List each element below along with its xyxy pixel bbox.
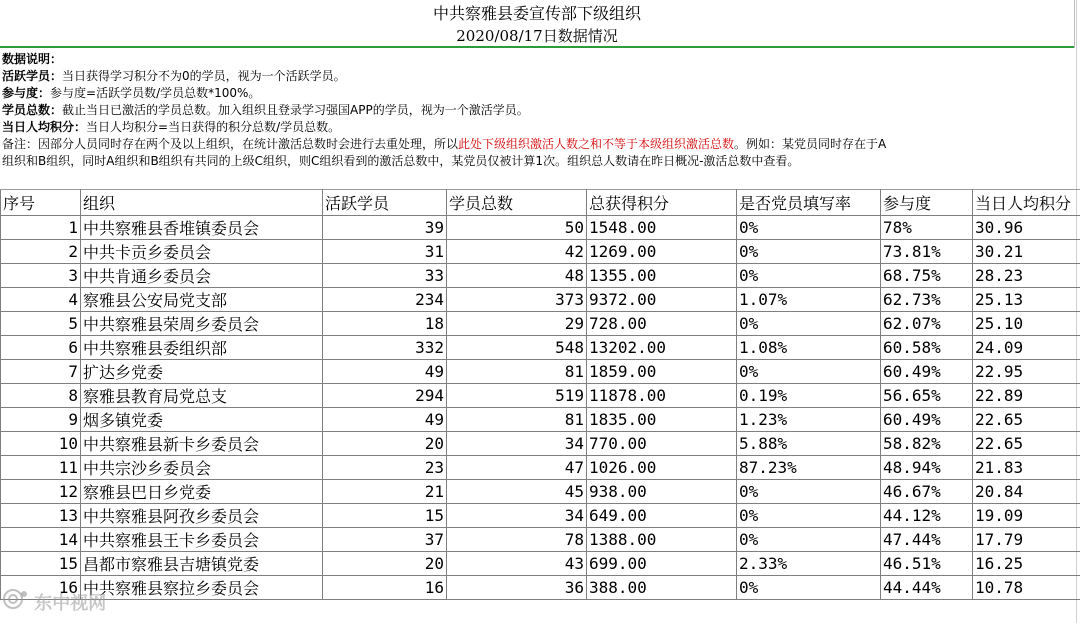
row-org-name[interactable]: 中共肯通乡委员会 xyxy=(81,264,323,288)
row-participation[interactable]: 60.58% xyxy=(881,336,973,360)
row-active[interactable]: 18 xyxy=(323,312,447,336)
row-points[interactable]: 770.00 xyxy=(587,432,737,456)
row-org-name[interactable]: 察雅县公安局党支部 xyxy=(81,288,323,312)
data-notes xyxy=(2,51,1074,170)
row-avg-points[interactable]: 30.21 xyxy=(973,240,1080,264)
row-org-name[interactable]: 察雅县教育局党总支 xyxy=(81,384,323,408)
row-org-name[interactable]: 中共察雅县荣周乡委员会 xyxy=(81,312,323,336)
row-total[interactable]: 47 xyxy=(447,456,587,480)
col-header-org[interactable]: 组织 xyxy=(81,190,323,216)
table-row xyxy=(1,288,1080,312)
row-total[interactable]: 548 xyxy=(447,336,587,360)
row-points[interactable]: 1388.00 xyxy=(587,528,737,552)
row-index[interactable]: 3 xyxy=(1,264,81,288)
row-index[interactable]: 4 xyxy=(1,288,81,312)
row-member-fill-rate[interactable]: 0% xyxy=(737,240,881,264)
row-participation[interactable]: 56.65% xyxy=(881,384,973,408)
row-points[interactable]: 9372.00 xyxy=(587,288,737,312)
note-remark-post: 。例如：某党员同时存在于A xyxy=(734,137,887,151)
row-total[interactable]: 36 xyxy=(447,576,587,600)
row-avg-points[interactable]: 30.96 xyxy=(973,216,1080,240)
row-org-name[interactable]: 中共察雅县察拉乡委员会 xyxy=(81,576,323,600)
row-active[interactable]: 49 xyxy=(323,360,447,384)
row-avg-points[interactable]: 25.10 xyxy=(973,312,1080,336)
row-points[interactable]: 728.00 xyxy=(587,312,737,336)
row-points[interactable]: 11878.00 xyxy=(587,384,737,408)
row-points[interactable]: 649.00 xyxy=(587,504,737,528)
row-org-name[interactable]: 昌都市察雅县吉塘镇党委 xyxy=(81,552,323,576)
row-points[interactable]: 699.00 xyxy=(587,552,737,576)
row-index[interactable]: 5 xyxy=(1,312,81,336)
row-total[interactable]: 78 xyxy=(447,528,587,552)
row-avg-points[interactable]: 22.65 xyxy=(973,432,1080,456)
row-points[interactable]: 1859.00 xyxy=(587,360,737,384)
note-active-text: 当日获得学习积分不为0的学员，视为一个活跃学员。 xyxy=(62,69,346,83)
row-org-name[interactable]: 中共察雅县委组织部 xyxy=(81,336,323,360)
row-index[interactable]: 12 xyxy=(1,480,81,504)
table-row xyxy=(1,576,1080,600)
row-avg-points[interactable]: 22.89 xyxy=(973,384,1080,408)
note-avg xyxy=(2,119,1074,136)
table-row xyxy=(1,360,1080,384)
row-org-name[interactable]: 扩达乡党委 xyxy=(81,360,323,384)
row-member-fill-rate[interactable]: 87.23% xyxy=(737,456,881,480)
table-row xyxy=(1,240,1080,264)
row-avg-points[interactable]: 28.23 xyxy=(973,264,1080,288)
report-subtitle: 2020/08/17日数据情况 xyxy=(456,27,618,45)
row-index[interactable]: 15 xyxy=(1,552,81,576)
row-total[interactable]: 42 xyxy=(447,240,587,264)
org-data-table xyxy=(0,189,1080,600)
col-header-active[interactable]: 活跃学员 xyxy=(323,190,447,216)
row-index[interactable]: 16 xyxy=(1,576,81,600)
report-title: 中共察雅县委宣传部下级组织 xyxy=(432,4,641,23)
row-active[interactable]: 21 xyxy=(323,480,447,504)
note-remark-line2: 组织和B组织，同时A组织和B组织有共同的上级C组织，则C组织看到的激活总数中，某党员仅被计算1次。组织总人数请在昨日概况-激活总数中查看。 xyxy=(2,154,800,168)
row-member-fill-rate[interactable]: 0% xyxy=(737,504,881,528)
table-row xyxy=(1,216,1080,240)
row-member-fill-rate[interactable]: 1.08% xyxy=(737,336,881,360)
row-avg-points[interactable]: 24.09 xyxy=(973,336,1080,360)
row-participation[interactable]: 73.81% xyxy=(881,240,973,264)
row-participation[interactable]: 48.94% xyxy=(881,456,973,480)
row-points[interactable]: 1835.00 xyxy=(587,408,737,432)
note-remark-highlight: 此处下级组织激活人数之和不等于本级组织激活总数 xyxy=(458,137,735,151)
row-org-name[interactable]: 中共察雅县新卡乡委员会 xyxy=(81,432,323,456)
note-total-label: 学员总数： xyxy=(2,103,63,117)
row-member-fill-rate[interactable]: 0% xyxy=(737,216,881,240)
row-org-name[interactable]: 中共宗沙乡委员会 xyxy=(81,456,323,480)
col-header-total[interactable]: 学员总数 xyxy=(447,190,587,216)
table-row xyxy=(1,456,1080,480)
row-active[interactable]: 294 xyxy=(323,384,447,408)
row-member-fill-rate[interactable]: 0% xyxy=(737,528,881,552)
row-active[interactable]: 20 xyxy=(323,432,447,456)
row-total[interactable]: 373 xyxy=(447,288,587,312)
note-active xyxy=(2,68,1074,85)
row-active[interactable]: 332 xyxy=(323,336,447,360)
note-participation xyxy=(2,85,1074,102)
row-member-fill-rate[interactable]: 0% xyxy=(737,480,881,504)
row-org-name[interactable]: 中共察雅县阿孜乡委员会 xyxy=(81,504,323,528)
row-avg-points[interactable]: 25.13 xyxy=(973,288,1080,312)
row-participation[interactable]: 46.51% xyxy=(881,552,973,576)
row-avg-points[interactable]: 20.84 xyxy=(973,480,1080,504)
table-header-row xyxy=(1,190,1080,216)
row-avg-points[interactable]: 19.09 xyxy=(973,504,1080,528)
row-index[interactable]: 6 xyxy=(1,336,81,360)
row-member-fill-rate[interactable]: 1.23% xyxy=(737,408,881,432)
table-row xyxy=(1,408,1080,432)
col-header-participation[interactable]: 参与度 xyxy=(881,190,973,216)
row-points[interactable]: 1355.00 xyxy=(587,264,737,288)
row-avg-points[interactable]: 16.25 xyxy=(973,552,1080,576)
row-index[interactable]: 7 xyxy=(1,360,81,384)
note-avg-label: 当日人均积分： xyxy=(2,120,87,134)
row-participation[interactable]: 46.67% xyxy=(881,480,973,504)
row-total[interactable]: 48 xyxy=(447,264,587,288)
row-points[interactable]: 1269.00 xyxy=(587,240,737,264)
row-index[interactable]: 14 xyxy=(1,528,81,552)
row-index[interactable]: 9 xyxy=(1,408,81,432)
row-participation[interactable]: 60.49% xyxy=(881,360,973,384)
row-member-fill-rate[interactable]: 0% xyxy=(737,576,881,600)
row-member-fill-rate[interactable]: 2.33% xyxy=(737,552,881,576)
row-total[interactable]: 29 xyxy=(447,312,587,336)
row-org-name[interactable]: 察雅县巴日乡党委 xyxy=(81,480,323,504)
row-member-fill-rate[interactable]: 0% xyxy=(737,360,881,384)
row-points[interactable]: 388.00 xyxy=(587,576,737,600)
row-points[interactable]: 938.00 xyxy=(587,480,737,504)
row-participation[interactable]: 68.75% xyxy=(881,264,973,288)
row-org-name[interactable]: 中共卡贡乡委员会 xyxy=(81,240,323,264)
row-points[interactable]: 13202.00 xyxy=(587,336,737,360)
table-row xyxy=(1,528,1080,552)
title-right-border xyxy=(1074,0,1075,48)
row-total[interactable]: 34 xyxy=(447,504,587,528)
col-header-points[interactable]: 总获得积分 xyxy=(587,190,737,216)
row-active[interactable]: 33 xyxy=(323,264,447,288)
row-participation[interactable]: 58.82% xyxy=(881,432,973,456)
note-total-text: 截止当日已激活的学员总数。加入组织且登录学习强国APP的学员，视为一个激活学员。 xyxy=(62,103,529,117)
row-total[interactable]: 81 xyxy=(447,408,587,432)
row-index[interactable]: 11 xyxy=(1,456,81,480)
row-member-fill-rate[interactable]: 0% xyxy=(737,312,881,336)
col-header-avg-points[interactable]: 当日人均积分 xyxy=(973,190,1080,216)
row-active[interactable]: 234 xyxy=(323,288,447,312)
row-total[interactable]: 81 xyxy=(447,360,587,384)
note-avg-text: 当日人均积分=当日获得的积分总数/学员总数。 xyxy=(86,120,341,134)
row-index[interactable]: 1 xyxy=(1,216,81,240)
row-active[interactable]: 16 xyxy=(323,576,447,600)
row-org-name[interactable]: 中共察雅县王卡乡委员会 xyxy=(81,528,323,552)
table-row xyxy=(1,336,1080,360)
table-row xyxy=(1,552,1080,576)
note-remark-pre: 备注：因部分人员同时存在两个及以上组织，在统计激活总数时会进行去重处理，所以 xyxy=(2,137,459,151)
row-member-fill-rate[interactable]: 0.19% xyxy=(737,384,881,408)
row-active[interactable]: 15 xyxy=(323,504,447,528)
row-avg-points[interactable]: 22.65 xyxy=(973,408,1080,432)
row-avg-points[interactable]: 22.95 xyxy=(973,360,1080,384)
row-points[interactable]: 1026.00 xyxy=(587,456,737,480)
row-active[interactable]: 49 xyxy=(323,408,447,432)
notes-heading: 数据说明： xyxy=(2,52,63,66)
col-header-member-fill-rate[interactable]: 是否党员填写率 xyxy=(737,190,881,216)
watermark-text: 东中视网 xyxy=(34,592,107,614)
row-participation[interactable]: 47.44% xyxy=(881,528,973,552)
row-avg-points[interactable]: 17.79 xyxy=(973,528,1080,552)
row-index[interactable]: 2 xyxy=(1,240,81,264)
row-active[interactable]: 20 xyxy=(323,552,447,576)
row-avg-points[interactable]: 10.78 xyxy=(973,576,1080,600)
note-active-label: 活跃学员： xyxy=(2,69,63,83)
row-active[interactable]: 31 xyxy=(323,240,447,264)
row-active[interactable]: 23 xyxy=(323,456,447,480)
row-participation[interactable]: 44.44% xyxy=(881,576,973,600)
note-participation-text: 参与度=活跃学员数/学员总数*100%。 xyxy=(50,86,261,100)
table-row xyxy=(1,264,1080,288)
row-participation[interactable]: 62.73% xyxy=(881,288,973,312)
row-total[interactable]: 34 xyxy=(447,432,587,456)
row-points[interactable]: 1548.00 xyxy=(587,216,737,240)
row-participation[interactable]: 60.49% xyxy=(881,408,973,432)
note-participation-label: 参与度： xyxy=(2,86,51,100)
row-total[interactable]: 45 xyxy=(447,480,587,504)
row-participation[interactable]: 44.12% xyxy=(881,504,973,528)
row-index[interactable]: 8 xyxy=(1,384,81,408)
row-org-name[interactable]: 中共察雅县香堆镇委员会 xyxy=(81,216,323,240)
row-org-name[interactable]: 烟多镇党委 xyxy=(81,408,323,432)
row-total[interactable]: 50 xyxy=(447,216,587,240)
row-active[interactable]: 37 xyxy=(323,528,447,552)
row-index[interactable]: 13 xyxy=(1,504,81,528)
row-avg-points[interactable]: 21.83 xyxy=(973,456,1080,480)
table-row xyxy=(1,480,1080,504)
report-title-box xyxy=(0,0,1074,48)
row-index[interactable]: 10 xyxy=(1,432,81,456)
row-total[interactable]: 43 xyxy=(447,552,587,576)
table-row xyxy=(1,384,1080,408)
table-row xyxy=(1,432,1080,456)
col-header-index[interactable]: 序号 xyxy=(1,190,81,216)
row-member-fill-rate[interactable]: 0% xyxy=(737,264,881,288)
row-participation[interactable]: 78% xyxy=(881,216,973,240)
row-member-fill-rate[interactable]: 5.88% xyxy=(737,432,881,456)
table-body xyxy=(1,216,1080,600)
row-participation[interactable]: 62.07% xyxy=(881,312,973,336)
row-active[interactable]: 39 xyxy=(323,216,447,240)
table-row xyxy=(1,504,1080,528)
note-total xyxy=(2,102,1074,119)
note-remark xyxy=(2,136,1074,153)
table-row xyxy=(1,312,1080,336)
row-total[interactable]: 519 xyxy=(447,384,587,408)
row-member-fill-rate[interactable]: 1.07% xyxy=(737,288,881,312)
